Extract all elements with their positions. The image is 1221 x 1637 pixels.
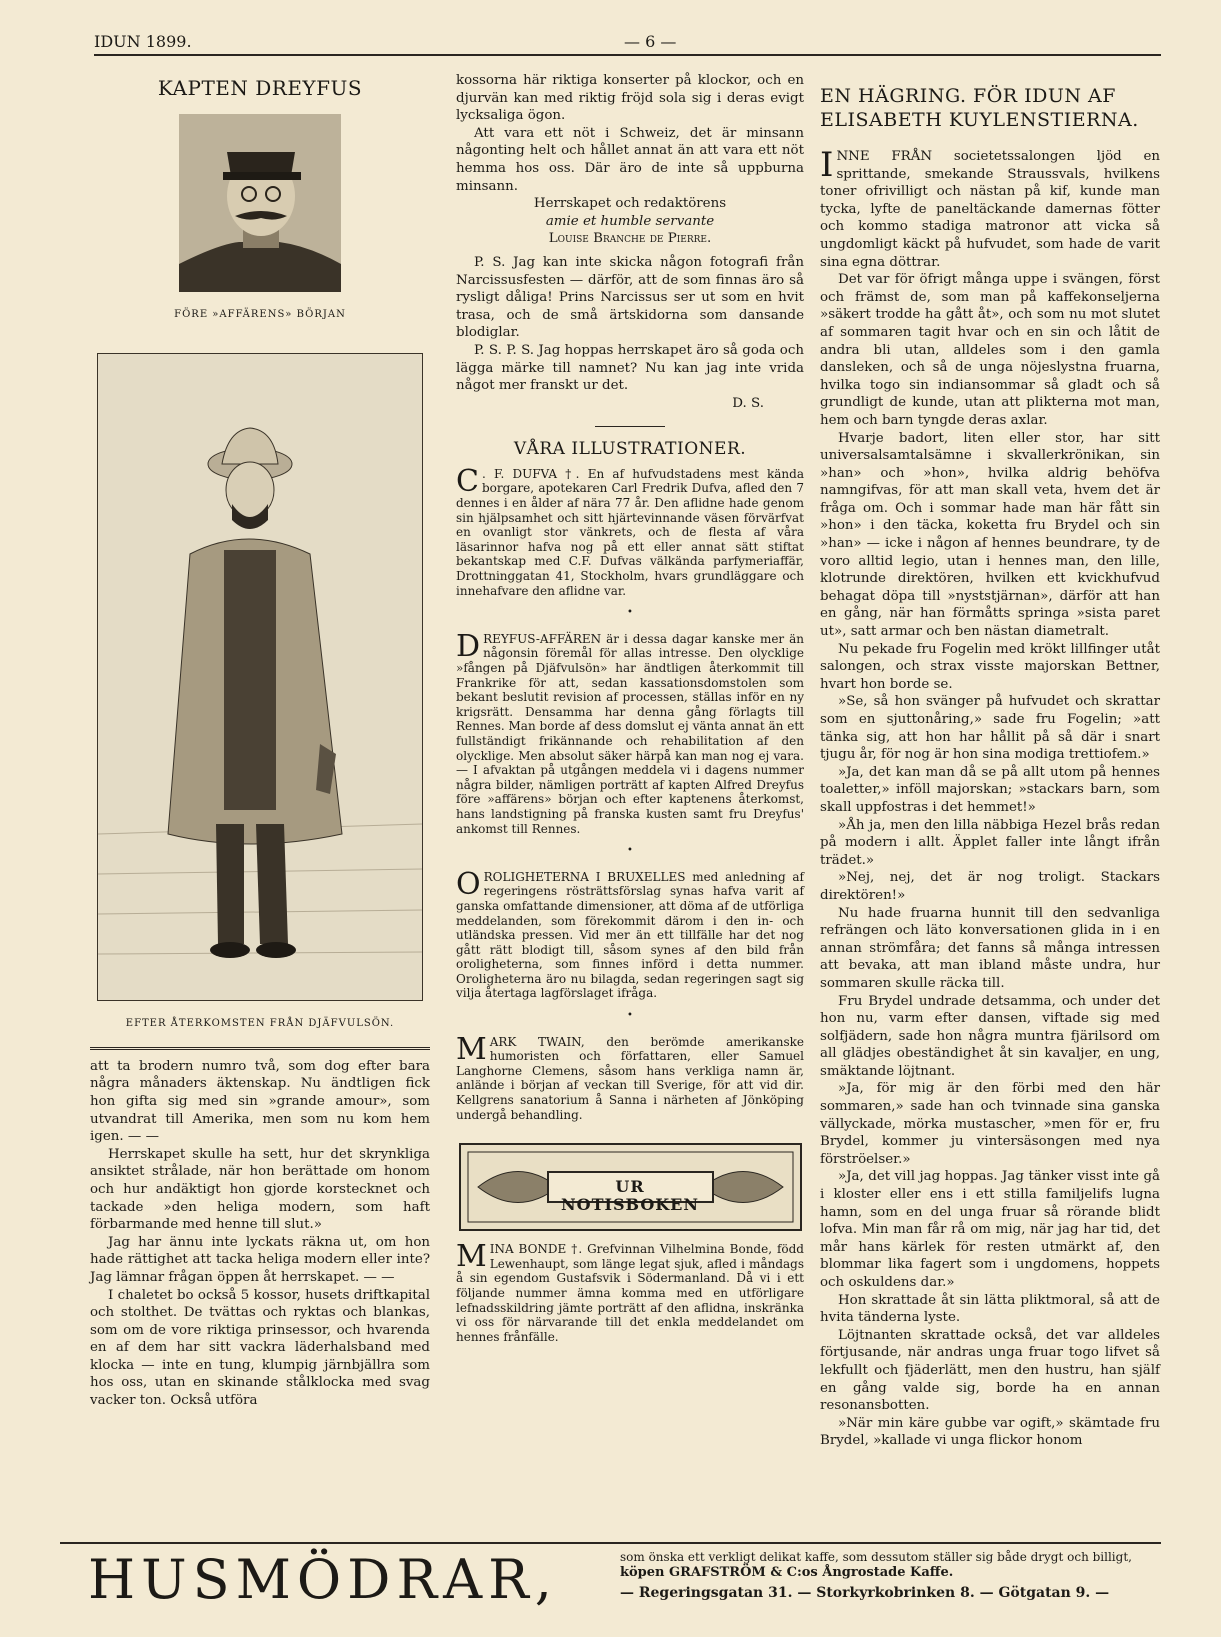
col1-paragraph: I chaletet bo också 5 kossor, husets driftkapital och stolthet. De tvättas och ryktas och blankas, som om de vore riktiga prinsessor, och hvarenda en af dem har sitt vackra läderhalsband med klocka — inte en tung, klumpig järnbjällra som hos oss, utan en skinande stålklocka med svag vacker ton. Också utföra — [90, 1287, 430, 1409]
separator-dot: • — [627, 607, 633, 619]
separator-dot: • — [627, 1010, 633, 1022]
news-text: ROLIGHETERNA I BRUXELLES med anledning af regeringens rösträttsförslag synas hafva varit af ganska omfattande dimensioner, att döma af de utförliga meddelanden, som förekommit därom i den in- och utländska pressen. Vid mer än ett tillfälle har det nog gått rätt blodigt till, såsom synes af den bild från oroligheterna, som finnes införd i detta nummer. Oroligheterna äro nu bilagda, sedan regeringen sagt sig vilja återtaga lagförslaget ifråga. — [456, 869, 804, 1001]
story-paragraph: »Se, så hon svänger på hufvudet och skrattar som en sjuttonåring,» sade fru Fogelin; »att tänka sig, att hon har hållit på så där i snart tjugu år, för nog är hon sina modiga trettiofem.» — [820, 694, 1160, 763]
postscript-sign: D. S. — [732, 395, 764, 411]
story-paragraph: »Ja, det kan man då se på allt utom på hennes toaletter,» inföll majorskan; »stackars barn, som skall uppfostras i det hemmet!» — [820, 764, 1160, 815]
signature-line: Herrskapet och redaktörens — [533, 196, 727, 212]
page-header — [94, 30, 1161, 56]
news-text: REYFUS-AFFÄREN är i dessa dagar kanske mer än någonsin föremål för allas intresse. Den olycklige »fången på Djäfvulsön» har ändtligen återkommit till Frankrike för att, sedan kassationsdomstolen som bekant beslutit revision af processen, ställas inför en ny krigsrätt. Densamma har denna gång förlagts till Rennes. Man borde af dess domslut ej vänta annat än ett fullständigt frikännande och rehabilitation af den olycklige. Men absolut säker härpå kan man nog ej vara. — I afvaktan på utgången meddela vi i dagens nummer några bilder, nämligen porträtt af kapten Alfred Dreyfus före »affärens» början och efter kaptenens återkomst, hans landstigning på franska kusten samt fru Dreyfus' ankomst till Rennes. — [456, 631, 804, 836]
ad-address: Götgatan 9. — [998, 1585, 1091, 1601]
postscript: P. S. P. S. Jag hoppas herrskapet äro så goda och lägga märke till namnet? Nu kan jag inte vrida något mer franskt ur det. — [456, 342, 804, 394]
section-divider — [90, 1047, 430, 1050]
drop-cap: O — [456, 866, 481, 902]
postscript: P. S. Jag kan inte skicka någon fotografi från Narcissusfesten — därför, att de som finnas äro så rysligt dåliga! Prins Narcissus ser ut som en hvit trasa, och de små ärtskidorna som dansande blodiglar. — [456, 254, 804, 341]
separator-dot: • — [627, 845, 633, 857]
story-paragraph: Nu hade fruarna hunnit till den sedvanliga refrängen och läto konversationen glida in i en annan strömfåra; det fanns så många intressen att bevaka, att man ibland måste undra, hur sommaren skulle räcka till. — [820, 905, 1160, 991]
story-paragraph: Löjtnanten skrattade också, det var alldeles förtjusande, när andras unga fruar togo lifvet så lekfullt och fjäderlätt, men den hustru, han själf en gång valde sig, borde ha en annan resonansbotten. — [820, 1327, 1160, 1414]
col2-paragraph: Att vara ett nöt i Schweiz, det är minsann någonting helt och hållet annat än att vara ett nöt hemma hos oss. Där äro de inte så uppburna minsann. — [456, 125, 804, 194]
dreyfus-title: KAPTEN DREYFUS — [157, 76, 363, 100]
story-paragraph — [820, 145, 1160, 271]
story-paragraph: »Ja, för mig är den förbi med den här sommaren,» sade han och tvinnade sina ganska vällyckade, mörka mustascher, »men för er, fru Brydel, kommer ju vintersäsongen med nya förströelser.» — [820, 1081, 1160, 1167]
news-item-dreyfus — [456, 628, 804, 836]
drop-cap: M — [456, 1239, 487, 1275]
ad-line: som önska ett verkligt delikat kaffe, som dessutom ställer sig både drygt och billigt, — [620, 1550, 1132, 1564]
caption-before: FÖRE »AFFÄRENS» BÖRJAN — [174, 308, 346, 320]
illustrations-title: VÅRA ILLUSTRATIONER. — [513, 439, 747, 460]
column-3 — [820, 72, 1160, 1450]
story-title: EN HÄGRING. FÖR IDUN AF ELISABETH KUYLENSTIERNA. — [820, 85, 1139, 131]
col1-paragraph: att ta brodern numro två, som dog efter bara några månaders äktenskap. Nu ändtligen fick hon gifta sig med sin »grande amour», som utvandrat till Amerika, men som nu kom hem igen. — — — [90, 1058, 430, 1145]
column-1 — [90, 72, 430, 1410]
column-2 — [456, 72, 804, 1344]
news-item-twain — [456, 1031, 804, 1123]
story-paragraph: Fru Brydel undrade detsamma, och under det hon nu, varm efter dansen, viftade sig med solfjädern, sade hon några muntra fjärilsord om all glädjes obeständighet åt sin kavaljer, en ung, smäktande löjtnant. — [820, 993, 1160, 1079]
notisboken-banner — [458, 1142, 803, 1232]
drop-cap: C — [456, 463, 479, 499]
story-paragraph: Nu pekade fru Fogelin med krökt lillfinger utåt salongen, och strax visste majorskan Bettner, hvart hon borde se. — [820, 641, 1160, 692]
news-text: ARK TWAIN, den berömde amerikanske humoristen och författaren, eller Samuel Langhorne Clemens, såsom hans verkliga namn är, anlände i början af veckan till Sverige, för att vid dir. Kellgrens sanatorium å Sanna i närheten af Jönköping undergå behandling. — [456, 1034, 804, 1122]
story-paragraph: Hon skrattade åt sin lätta pliktmoral, så att de hvita tänderna lyste. — [820, 1292, 1160, 1326]
news-text: INA BONDE †. Grefvinnan Vilhelmina Bonde, född Lewenhaupt, som länge legat sjuk, afled i måndags å sin egendom Gustafsvik i Södermanland. Då vi i ett följande nummer ämna komma med en utförligare lefnadsskildring jämte porträtt af den aflidna, inskränka vi oss för närvarande till det enkla meddelandet om hennes frånfälle. — [456, 1242, 804, 1344]
news-item-bruxelles — [456, 866, 804, 1001]
ad-addresses: — Regeringsgatan 31. — Storkyrkobrinken 8. — Götgatan 9. — — [620, 1585, 1110, 1601]
ad-text — [620, 1550, 1132, 1601]
signature-name: Louise Branche de Pierre. — [548, 231, 712, 247]
header-journal: IDUN 1899. — [94, 32, 192, 51]
story-text: NNE FRÅN societetssalongen ljöd en sprittande, smekande Straussvals, hvilkens toner ofrivilligt och nästan på kif, kunde man tycka, lyfte de paneltäckande damernas fötter och kommo stadiga matronor att vicka så ungdomligt käckt på hufvudet, som hade de varit sina egna döttrar. — [820, 149, 1160, 270]
header-page-number: — 6 — — [624, 32, 677, 51]
ad-address: Storkyrkobrinken 8. — [816, 1585, 975, 1601]
story-paragraph: »När min käre gubbe var ogift,» skämtade fru Brydel, »kallade vi unga flickor honom — [820, 1415, 1160, 1449]
advertisement-bar — [60, 1542, 1161, 1614]
drop-cap: I — [820, 145, 834, 185]
divider-rule — [595, 426, 665, 427]
story-paragraph: »Åh ja, men den lilla näbbiga Hezel brås redan på modern i allt. Äpplet faller inte långt ifrån trädet.» — [820, 817, 1160, 868]
portrait-before — [179, 114, 341, 292]
story-paragraph: »Nej, nej, det är nog troligt. Stackars direktören!» — [820, 870, 1160, 903]
drop-cap: D — [456, 628, 481, 664]
col2-paragraph: kossorna här riktiga konserter på klockor, och en djurvän kan med riktig fröjd sola sig i deras evigt lycksaliga ögon. — [456, 73, 804, 124]
portrait-after — [97, 353, 423, 1001]
signature-line: amie et humble servante — [545, 213, 715, 229]
drop-cap: M — [456, 1031, 487, 1067]
banner-label: UR NOTISBOKEN — [561, 1177, 699, 1214]
col1-paragraph: Herrskapet skulle ha sett, hur det skrynkliga ansiktet strålade, när hon berättade om honom och hur andäktigt hon gjorde korstecknet och tackade »den heliga modern, som haft förbarmande med henne till slut.» — [90, 1146, 430, 1233]
story-paragraph: Hvarje badort, liten eller stor, har sitt universalsamtalsämne i skvallerkrönikan, sin »han» och »hon», hvilka aldrig behöfva namngifvas, för att man skall veta, hvem det är fråga om. Och i sommar hade man här fått sin »hon» i den täcka, koketta fru Brydel och sin »han» — icke i någon af hennes beundrare, ty de voro alltid legio, utan i hennes man, den lille, klotrunde direktören, hvilken ett kvickhufvud behagat döpa till »nyststjärnan», därför att han en gång, när han förmåtts springa »sista paret ut», satt armar och ben nästan diametralt. — [820, 430, 1160, 640]
news-text: . F. DUFVA †. En af hufvudstadens mest kända borgare, apotekaren Carl Fredrik Dufva, afled den 7 dennes i en ålder af nära 77 år. Den aflidne hade genom sin hjälpsamhet och sitt hjärtevinnande väsen förvärfvat en ovanligt stor vänkrets, och de flesta af våra läsarinnor hafva nog på ett eller annat sätt stiftat bekantskap med C.F. Dufvas välkända parfymeriaffär, Drottninggatan 41, Stockholm, hvars grundläggare och innehafvare den aflidne var. — [456, 466, 804, 598]
story-paragraph: »Ja, det vill jag hoppas. Jag tänker visst inte gå i kloster eller ens i ett stilla familjelifs lugna hamn, som en del unga fruar så rörande blidt lofva. Min man får rå om mig, när jag har tid, det mår hans kärlek för resten utmärkt af, den blommar lika fagert som i ungdomens, hoppets och oskuldens dar.» — [820, 1169, 1160, 1290]
ad-address: Regeringsgatan 31. — [638, 1585, 793, 1601]
caption-after: EFTER ÅTERKOMSTEN FRÅN DJÄFVULSÖN. — [125, 1018, 395, 1030]
story-paragraph: Det var för öfrigt många uppe i svängen, först och främst de, som man på kaffekonseljerna »säkert trodde ha gått åt», och som nu mot slutet af sommaren tagit hvar och en sin och låtit de andra bli utan, alldeles som i den gamla dansleken, och så de unga nöjeslystna fruarna, hvilka togo sin indiansommar så gladt och så grundligt de kunde, utan att plikterna mot man, hem och barn tyngde deras axlar. — [820, 272, 1160, 428]
news-item-bonde — [456, 1239, 804, 1344]
ad-line: köpen GRAFSTRÖM & C:os Ångrostade Kaffe. — [620, 1565, 954, 1580]
ad-headline: HUSMÖDRAR, — [88, 1548, 558, 1611]
news-item-dufva — [456, 463, 804, 598]
col1-paragraph: Jag har ännu inte lyckats räkna ut, om hon hade rättighet att tacka heliga modern eller inte? Jag lämnar frågan öppen åt herrskapet. — — — [90, 1234, 430, 1285]
